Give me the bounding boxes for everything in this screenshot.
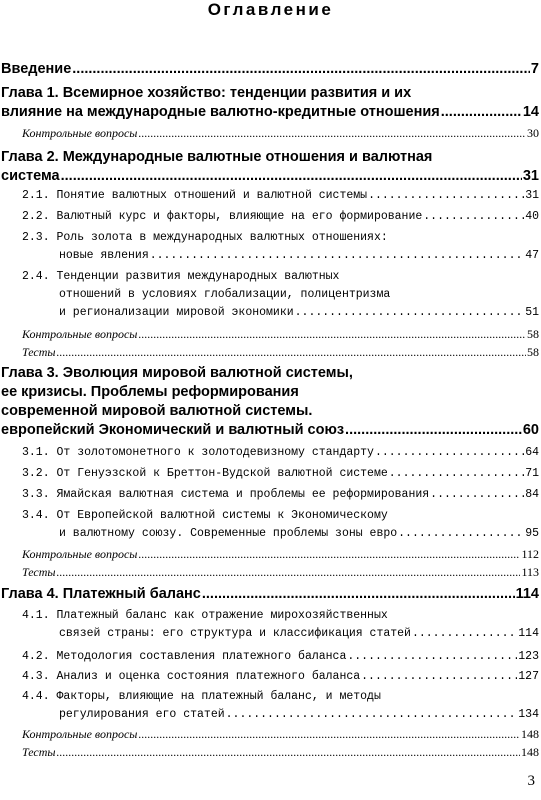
page-title: Оглавление: [207, 0, 334, 19]
entry-text: Глава 3. Эволюция мировой валютной системы,: [1, 365, 353, 381]
entry-page: 113: [521, 565, 539, 579]
entry-page: 84: [525, 488, 539, 501]
entry-text: регулирования его статей: [59, 708, 225, 721]
leader-dots: [226, 706, 518, 724]
leader-dots: [412, 625, 517, 643]
toc-entry-ch3-tests[interactable]: [22, 564, 539, 581]
toc-entry-ch1-questions[interactable]: [22, 125, 539, 142]
toc-entry-3-1[interactable]: [22, 444, 539, 462]
entry-text: 4.2. Методология составления платежного баланса: [22, 650, 347, 663]
entry-page: 14: [522, 104, 539, 120]
entry-text: 3.3. Ямайская валютная система и проблемы ее реформирования: [22, 488, 430, 501]
entry-text: Глава 1. Всемирное хозяйство: тенденции развития и их: [1, 85, 412, 101]
entry-text: Тесты: [22, 345, 56, 359]
leader-dots: [361, 668, 517, 686]
entry-text: Глава 4. Платежный баланс: [1, 586, 201, 602]
entry-text: связей страны: его структура и классификация статей: [59, 627, 411, 640]
leader-dots: [150, 247, 524, 265]
toc-entry-intro[interactable]: [1, 60, 539, 79]
entry-text: 2.1. Понятие валютных отношений и валютной системы: [22, 189, 368, 202]
toc-entry-2-2[interactable]: [22, 208, 539, 226]
entry-page: 112: [521, 547, 539, 561]
toc-entry-ch2-questions[interactable]: [22, 326, 539, 343]
toc-entry-4-2[interactable]: [22, 648, 539, 666]
entry-page: 31: [522, 168, 539, 184]
toc-entry-2-3[interactable]: [22, 229, 539, 265]
leader-dots: [138, 125, 526, 142]
entry-text: Глава 2. Международные валютные отношения и валютная: [1, 149, 433, 165]
entry-text: система: [1, 168, 60, 184]
entry-page: 127: [518, 670, 539, 683]
leader-dots: [389, 465, 524, 483]
entry-text: Контрольные вопросы: [22, 727, 138, 741]
leader-dots: [72, 60, 530, 79]
toc-entry-4-3[interactable]: [22, 668, 539, 686]
toc-entry-ch2-tests[interactable]: [22, 344, 539, 361]
toc-entry-3-3[interactable]: [22, 486, 539, 504]
leader-dots: [368, 187, 524, 205]
entry-page: 40: [525, 210, 539, 223]
page-number: 3: [527, 773, 535, 789]
entry-text: Контрольные вопросы: [22, 547, 138, 561]
entry-page: 114: [518, 627, 539, 640]
entry-text: 3.2. От Генуэзской к Бреттон-Вудской валютной системе: [22, 467, 388, 480]
leader-dots: [375, 444, 524, 462]
toc-entry-3-2[interactable]: [22, 465, 539, 483]
entry-text: влияние на международные валютно-кредитные отношения: [1, 104, 440, 120]
entry-text: 3.1. От золотомонетного к золотодевизному стандарту: [22, 446, 374, 459]
toc-entry-2-4[interactable]: [22, 268, 539, 322]
toc-entry-ch4-tests[interactable]: [22, 744, 539, 761]
entry-text: Тесты: [22, 745, 56, 759]
entry-page: 71: [525, 467, 539, 480]
entry-page: 123: [518, 650, 539, 663]
toc-entry-3-4[interactable]: [22, 507, 539, 543]
toc-entry-chapter-4[interactable]: [1, 585, 539, 604]
leader-dots: [138, 726, 520, 743]
entry-text: ее кризисы. Проблемы реформирования: [1, 384, 299, 400]
entry-text: 3.4. От Европейской валютной системы к Экономическому: [22, 509, 388, 522]
entry-page: 58: [527, 345, 539, 359]
entry-text: Контрольные вопросы: [22, 327, 138, 341]
entry-text: отношений в условиях глобализации, полицентризма: [59, 288, 391, 301]
leader-dots: [398, 525, 524, 543]
leader-dots: [57, 564, 521, 581]
entry-text: современной мировой валютной системы.: [1, 403, 313, 419]
entry-page: 7: [530, 61, 539, 77]
leader-dots: [430, 486, 524, 504]
leader-dots: [347, 648, 517, 666]
entry-text: европейский Экономический и валютный союз: [1, 422, 345, 438]
leader-dots: [441, 103, 522, 122]
entry-text: Введение: [1, 61, 72, 77]
leader-dots: [57, 744, 520, 761]
entry-text: новые явления: [59, 249, 149, 262]
leader-dots: [345, 421, 522, 440]
toc-entry-2-1[interactable]: [22, 187, 539, 205]
entry-text: 2.4. Тенденции развития международных валютных: [22, 270, 340, 283]
entry-page: 114: [515, 586, 539, 602]
entry-text: 4.4. Факторы, влияющие на платежный баланс, и методы: [22, 690, 381, 703]
entry-text: Контрольные вопросы: [22, 126, 138, 140]
toc-entry-chapter-2[interactable]: [1, 148, 539, 186]
entry-page: 60: [522, 422, 539, 438]
entry-page: 148: [521, 745, 539, 759]
entry-page: 95: [525, 527, 539, 540]
toc-entry-ch3-questions[interactable]: [22, 546, 539, 563]
toc-entry-chapter-3[interactable]: [1, 364, 539, 440]
leader-dots: [61, 167, 522, 186]
toc-entry-chapter-1[interactable]: [1, 84, 539, 122]
entry-page: 30: [527, 126, 539, 140]
entry-text: 2.2. Валютный курс и факторы, влияющие на его формирование: [22, 210, 423, 223]
entry-page: 51: [525, 306, 539, 319]
entry-text: 2.3. Роль золота в международных валютных отношениях:: [22, 231, 388, 244]
toc-entry-ch4-questions[interactable]: [22, 726, 539, 743]
entry-text: и валютному союзу. Современные проблемы зоны евро: [59, 527, 398, 540]
entry-text: 4.3. Анализ и оценка состояния платежного баланса: [22, 670, 361, 683]
leader-dots: [202, 585, 515, 604]
leader-dots: [295, 304, 525, 322]
leader-dots: [57, 344, 526, 361]
entry-page: 148: [521, 727, 539, 741]
toc-entry-4-1[interactable]: [22, 607, 539, 643]
entry-text: и регионализации мировой экономики: [59, 306, 294, 319]
entry-page: 31: [525, 189, 539, 202]
leader-dots: [138, 326, 526, 343]
entry-page: 134: [518, 708, 539, 721]
entry-page: 64: [525, 446, 539, 459]
entry-text: Тесты: [22, 565, 56, 579]
entry-text: 4.1. Платежный баланс как отражение мирохозяйственных: [22, 609, 388, 622]
entry-page: 58: [527, 327, 539, 341]
leader-dots: [138, 546, 520, 563]
leader-dots: [423, 208, 524, 226]
toc-entry-4-4[interactable]: [22, 688, 539, 724]
entry-page: 47: [525, 249, 539, 262]
